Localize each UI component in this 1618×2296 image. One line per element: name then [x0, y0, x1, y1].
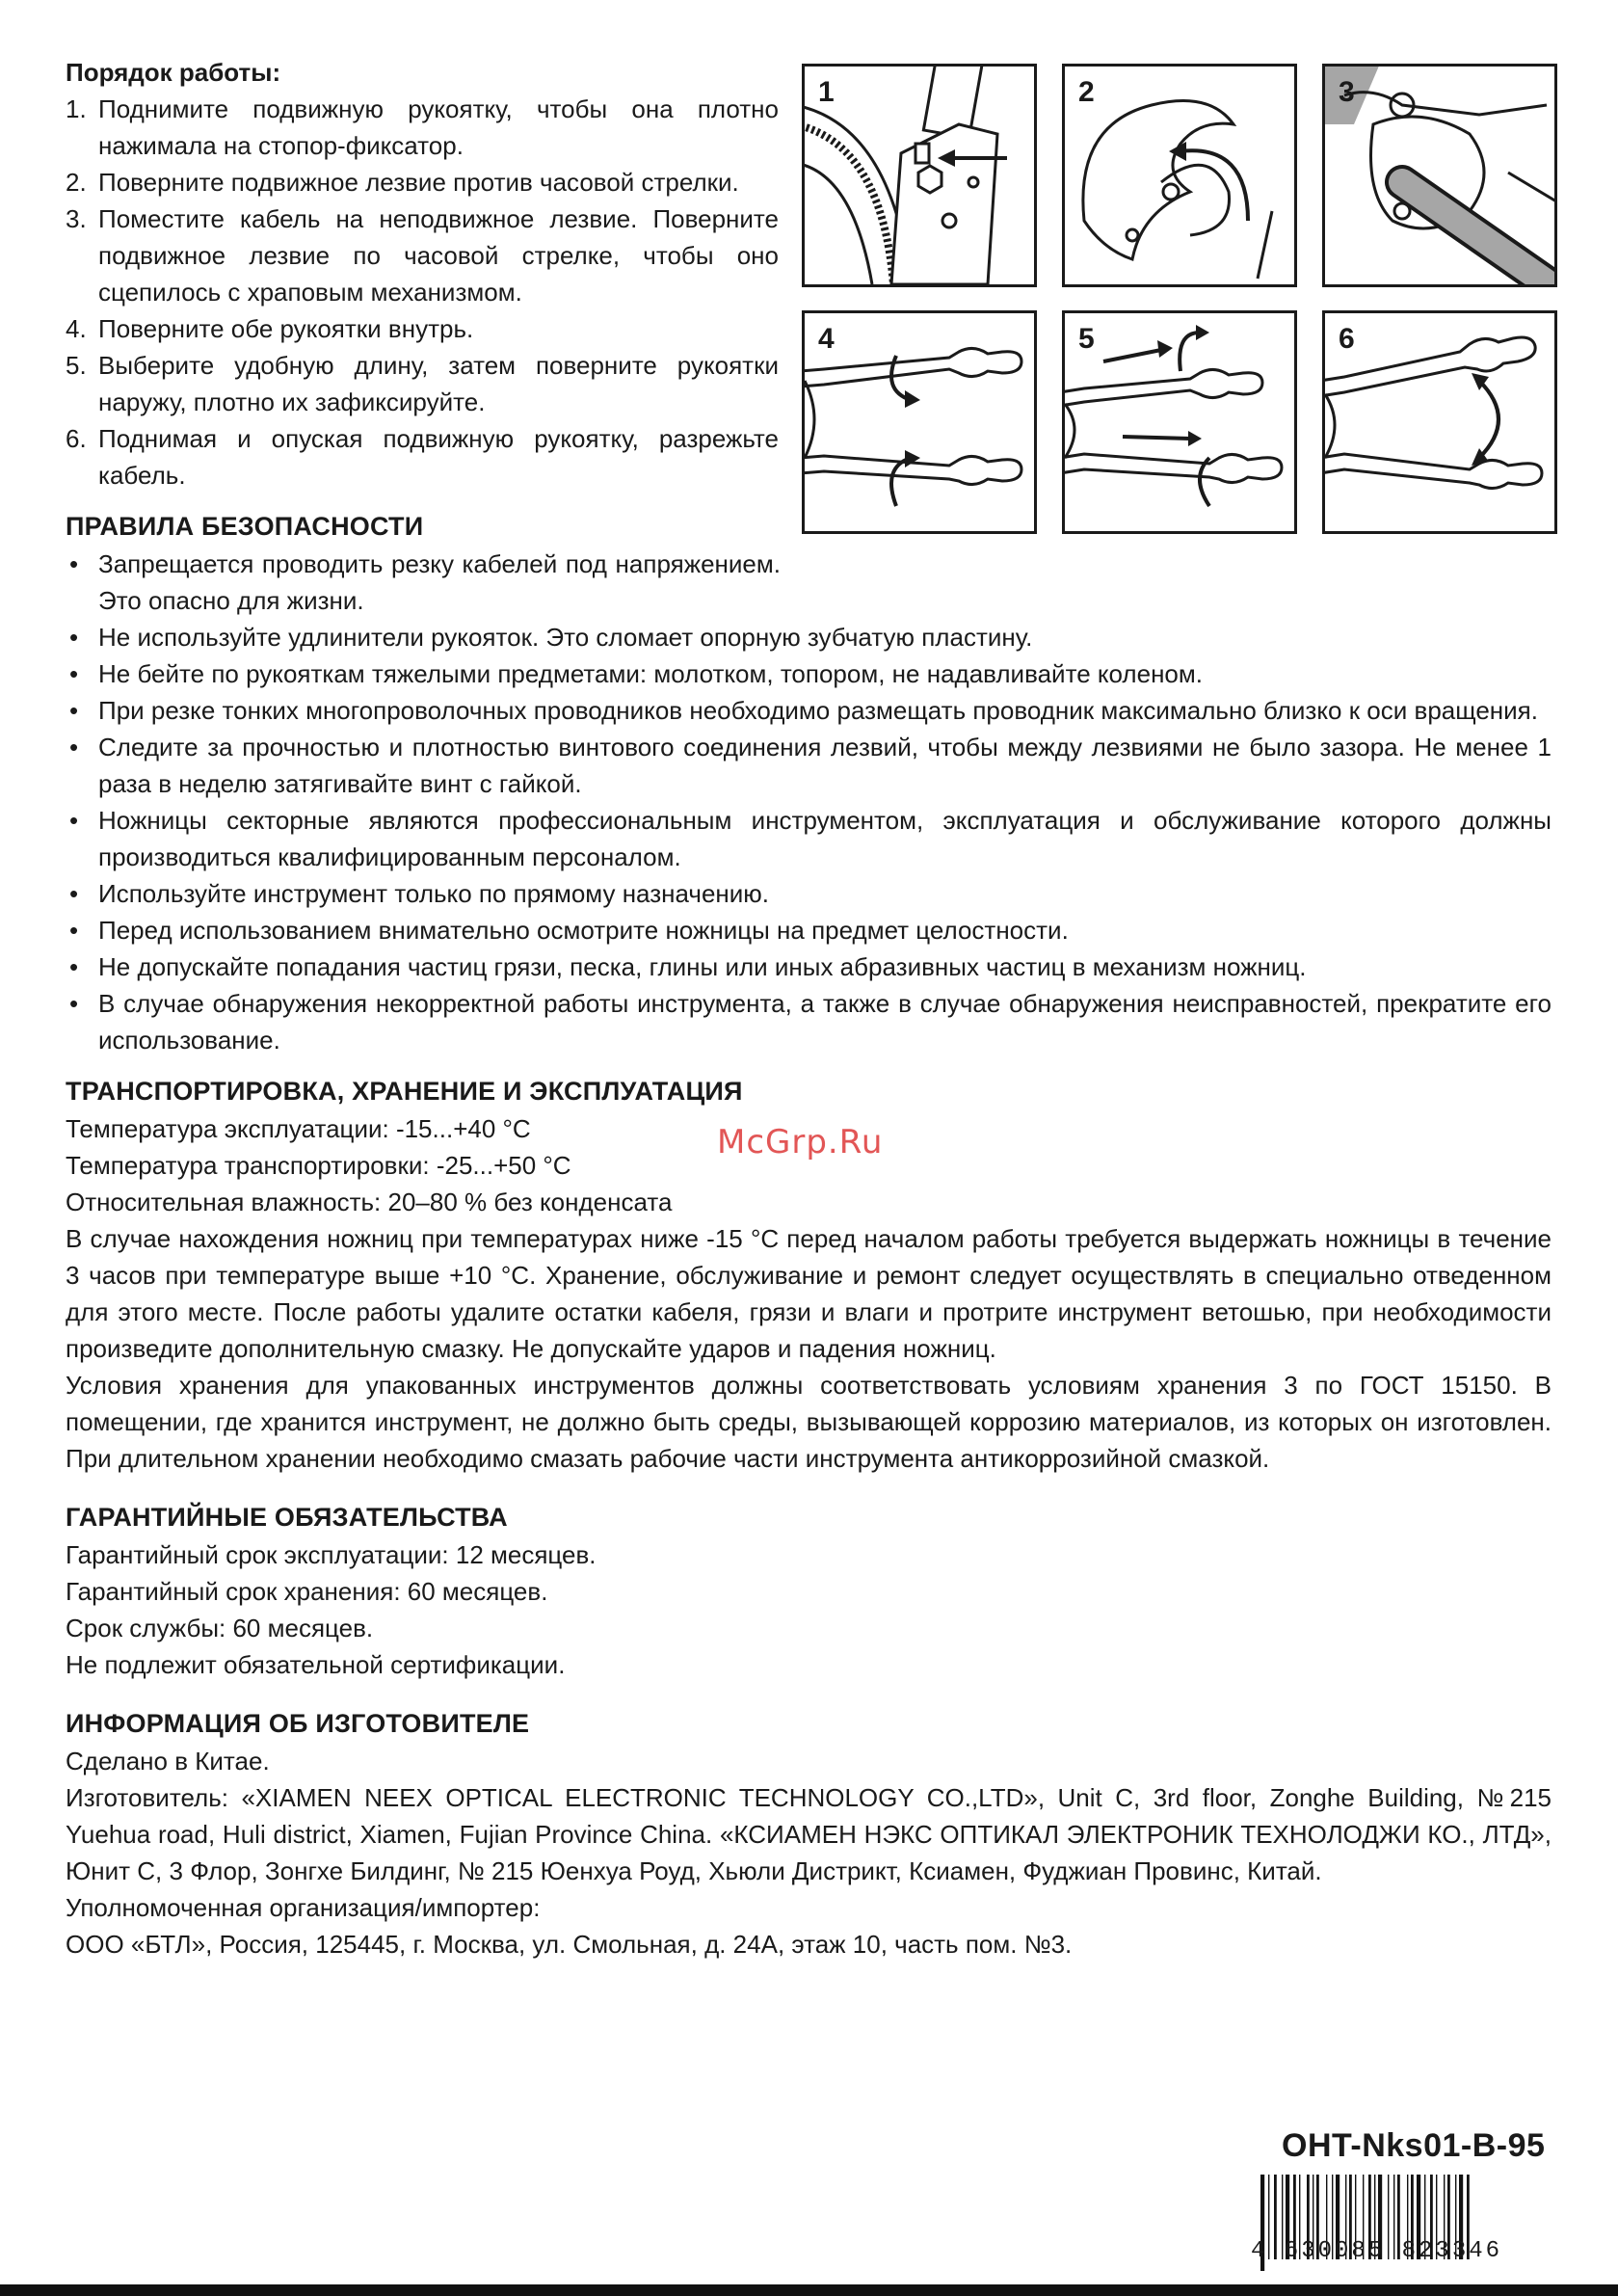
transport-paragraph-2: Условия хранения для упакованных инструментов должны соответствовать условиям хранения 3 по ГОСТ 15150. В помещении, где хранится инструмент, не должно быть среды, вызывающей коррозию материалов, из которых он изготовлен. При длительном хранении необходимо смазать рабочие части инструмента антикоррозийной смазкой.	[66, 1371, 1552, 1473]
step-text: Поднимите подвижную рукоятку, чтобы она плотно нажимала на стопор-фиксатор.	[98, 94, 779, 160]
bullet: •	[69, 696, 79, 725]
step-number: 5.	[66, 351, 87, 380]
transport-paragraph-1: В случае нахождения ножниц при температурах ниже -15 °C перед началом работы требуется выдержать ножницы в течение 3 часов при температуре выше +10 °C. Хранение, обслуживание и ремонт следует осуществлять в специально отведенном для этого месте. После работы удалите остатки кабеля, грязи и влаги и протрите инструмент ветошью, при необходимости произведите дополнительную смазку. Не допускайте ударов и падения ножниц.	[66, 1224, 1552, 1363]
step-text: Выберите удобную длину, затем поверните рукоятки наружу, плотно их зафиксируйте.	[98, 351, 779, 416]
figure-number: 3	[1339, 76, 1355, 108]
warranty-line: Не подлежит обязательной сертификации.	[66, 1650, 566, 1679]
manufacturer-info: Изготовитель: «XIAMEN NEEX OPTICAL ELECTRONIC TECHNOLOGY CO.,LTD», Unit C, 3rd floor, Zonghe Building, №215 Yuehua road, Huli district, Xiamen, Fujian Province China. «КСИАМЕН НЭКС ОПТИКАЛ ЭЛЕКТРОНИК ТЕХНОЛОДЖИ КО., ЛТД», Юнит C, 3 Флор, Зонгхе Билдинг, № 215 Юенхуа Роуд, Хьюли Дистрикт, Ксиамен, Фуджиан Провинс, Китай.	[66, 1783, 1552, 1885]
handles-inward-illustration	[805, 313, 1034, 531]
bullet: •	[69, 733, 79, 761]
figure-2	[1062, 64, 1297, 287]
workflow-step	[66, 347, 779, 420]
blade-rotation-illustration	[1065, 67, 1294, 284]
safety-item	[66, 912, 1552, 948]
figure-number: 2	[1078, 76, 1095, 108]
safety-item	[66, 985, 1552, 1058]
safety-list	[66, 546, 1552, 1058]
top-section	[66, 54, 1552, 546]
step-number: 3.	[66, 204, 87, 233]
figure-number: 1	[818, 76, 835, 108]
manufacturer-heading: ИНФОРМАЦИЯ ОБ ИЗГОТОВИТЕЛЕ	[66, 1709, 530, 1738]
bullet: •	[69, 623, 79, 652]
bullet: •	[69, 989, 79, 1018]
ratchet-handle-illustration	[805, 67, 1034, 284]
step-number: 4.	[66, 314, 87, 343]
importer-info: ООО «БТЛ», Россия, 125445, г. Москва, ул. Смольная, д. 24А, этаж 10, часть пом. №3.	[66, 1930, 1073, 1959]
safety-text: Используйте инструмент только по прямому назначению.	[98, 879, 770, 908]
relative-humidity: Относительная влажность: 20–80 % без конденсата	[66, 1188, 673, 1216]
workflow-section	[66, 54, 779, 546]
cutting-motion-illustration	[1325, 313, 1554, 531]
step-number: 1.	[66, 94, 87, 123]
workflow-step	[66, 91, 779, 164]
operating-temperature: Температура эксплуатации: -15...+40 °C	[66, 1114, 531, 1143]
workflow-step	[66, 164, 779, 200]
bullet: •	[69, 952, 79, 981]
bullet: •	[69, 659, 79, 688]
step-number: 2.	[66, 168, 87, 197]
safety-text: Не используйте удлинители рукояток. Это сломает опорную зубчатую пластину.	[98, 623, 1033, 652]
safety-item	[66, 546, 781, 619]
figure-grid	[802, 64, 1552, 536]
bottom-rule	[0, 2284, 1618, 2296]
safety-item	[66, 655, 1552, 692]
workflow-steps	[66, 91, 779, 494]
safety-heading: ПРАВИЛА БЕЗОПАСНОСТИ	[66, 512, 424, 541]
workflow-step	[66, 310, 779, 347]
bullet: •	[69, 916, 79, 945]
workflow-step	[66, 200, 779, 310]
warranty-line: Гарантийный срок эксплуатации: 12 месяцев.	[66, 1540, 597, 1569]
safety-item	[66, 802, 1552, 875]
safety-text: Запрещается проводить резку кабелей под напряжением. Это опасно для жизни.	[98, 549, 781, 615]
warranty-heading: ГАРАНТИЙНЫЕ ОБЯЗАТЕЛЬСТВА	[66, 1503, 508, 1532]
bullet: •	[69, 549, 79, 578]
made-in: Сделано в Китае.	[66, 1747, 270, 1775]
document-page	[66, 54, 1552, 1962]
watermark: McGrp.Ru	[717, 1123, 884, 1161]
figure-number: 5	[1078, 323, 1095, 355]
safety-item	[66, 729, 1552, 802]
safety-item	[66, 619, 1552, 655]
safety-item	[66, 875, 1552, 912]
handle-length-illustration	[1065, 313, 1294, 531]
step-text: Поднимая и опуская подвижную рукоятку, разрежьте кабель.	[98, 424, 779, 490]
figure-4	[802, 310, 1037, 534]
barcode-digits: 4 630085 823346	[1251, 2238, 1503, 2264]
safety-text: Перед использованием внимательно осмотрите ножницы на предмет целостности.	[98, 916, 1069, 945]
warranty-line: Срок службы: 60 месяцев.	[66, 1614, 374, 1642]
safety-item	[66, 948, 1552, 985]
safety-text: Следите за прочностью и плотностью винтового соединения лезвий, чтобы между лезвиями не было зазора. Не менее 1 раза в неделю затягивайте винт с гайкой.	[98, 733, 1552, 798]
bullet: •	[69, 879, 79, 908]
safety-text: Ножницы секторные являются профессиональным инструментом, эксплуатация и обслуживание которого должны производиться квалифицированным персоналом.	[98, 806, 1552, 871]
safety-text: В случае обнаружения некорректной работы инструмента, а также в случае обнаружения неисправностей, прекратите его использование.	[98, 989, 1552, 1055]
workflow-heading: Порядок работы:	[66, 58, 281, 87]
step-text: Поверните обе рукоятки внутрь.	[98, 314, 474, 343]
importer-label: Уполномоченная организация/импортер:	[66, 1893, 541, 1922]
step-text: Поверните подвижное лезвие против часовой стрелки.	[98, 168, 739, 197]
safety-text: Не допускайте попадания частиц грязи, песка, глины или иных абразивных частиц в механизм ножниц.	[98, 952, 1307, 981]
safety-item	[66, 692, 1552, 729]
figure-1	[802, 64, 1037, 287]
warranty-line: Гарантийный срок хранения: 60 месяцев.	[66, 1577, 548, 1606]
figure-number: 4	[818, 323, 835, 355]
safety-text: Не бейте по рукояткам тяжелыми предметами: молотком, топором, не надавливайте коленом.	[98, 659, 1203, 688]
figure-6	[1322, 310, 1557, 534]
product-sku: OHT-Nks01-B-95	[1282, 2127, 1546, 2164]
workflow-step	[66, 420, 779, 494]
step-text: Поместите кабель на неподвижное лезвие. Поверните подвижное лезвие по часовой стрелке, чтобы оно сцепилось с храповым механизмом.	[98, 204, 779, 307]
figure-3	[1322, 64, 1557, 287]
bullet: •	[69, 806, 79, 835]
transport-heading: ТРАНСПОРТИРОВКА, ХРАНЕНИЕ И ЭКСПЛУАТАЦИЯ	[66, 1077, 743, 1106]
step-number: 6.	[66, 424, 87, 453]
figure-5	[1062, 310, 1297, 534]
figure-number: 6	[1339, 323, 1355, 355]
cable-placement-illustration	[1325, 67, 1554, 284]
safety-text: При резке тонких многопроволочных проводников необходимо размещать проводник максимально близко к оси вращения.	[98, 696, 1538, 725]
transport-temperature: Температура транспортировки: -25...+50 °C	[66, 1151, 571, 1180]
